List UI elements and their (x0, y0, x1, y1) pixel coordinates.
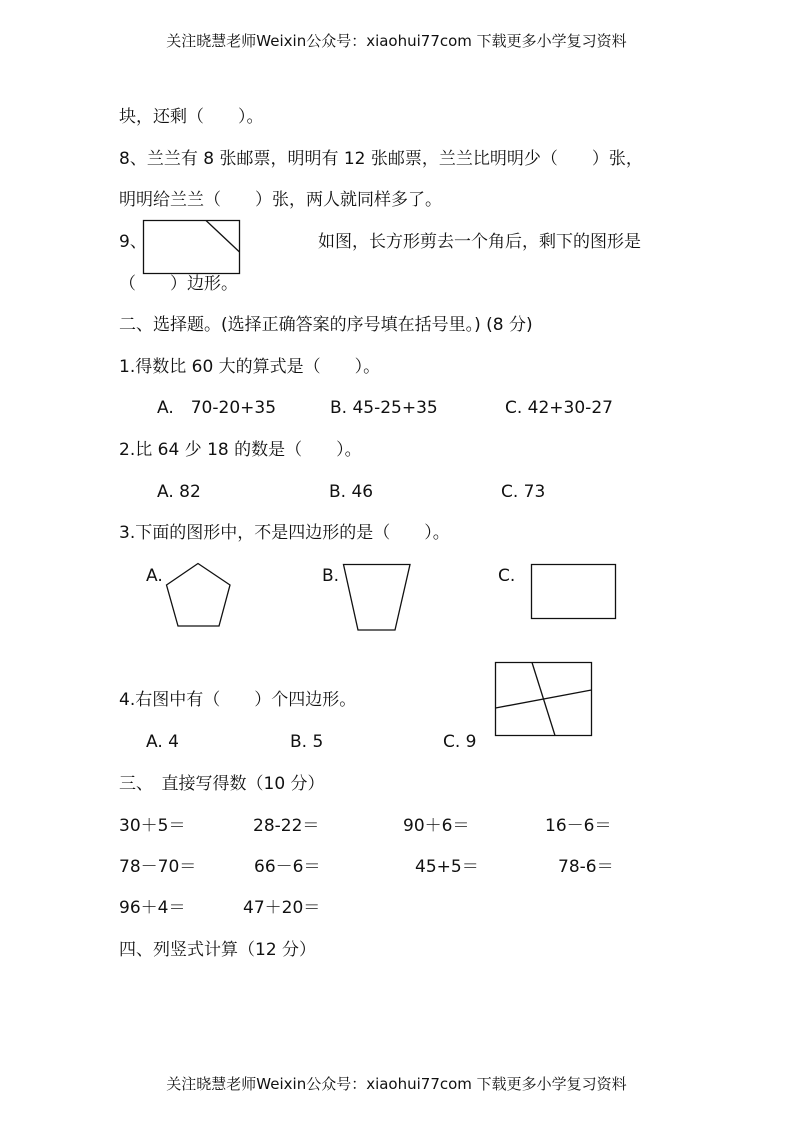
choice-2-stem: 2.比 64 少 18 的数是（ ）。 (119, 440, 362, 460)
section-3-title: 三、 直接写得数（10 分） (119, 774, 325, 794)
calc-item: 96＋4＝ (119, 898, 186, 918)
choice-1-option-c: C. 42+30-27 (505, 398, 613, 418)
question-7-end: 块，还剩（ ）。 (119, 107, 264, 127)
rectangle-cut-figure (143, 220, 240, 274)
choice-4-stem: 4.右图中有（ ）个四边形。 (119, 690, 357, 710)
trapezoid-shape (343, 564, 411, 631)
question-9-end: （ ）边形。 (119, 274, 238, 294)
calc-item: 78－70＝ (119, 857, 197, 877)
choice-1-option-b: B. 45-25+35 (330, 398, 438, 418)
calc-item: 16－6＝ (545, 816, 612, 836)
calc-item: 90＋6＝ (403, 816, 470, 836)
calc-item: 78-6＝ (558, 857, 614, 877)
choice-3-option-b: B. (322, 566, 340, 586)
choice-2-option-b: B. 46 (329, 482, 374, 502)
choice-4-option-c: C. 9 (443, 732, 477, 752)
choice-4-option-a: A. 4 (146, 732, 179, 752)
choice-3-option-a: A. (146, 566, 163, 586)
calc-item: 30＋5＝ (119, 816, 186, 836)
section-4-title: 四、列竖式计算（12 分） (119, 940, 317, 960)
question-8-line-1: 8、兰兰有 8 张邮票，明明有 12 张邮票，兰兰比明明少（ ）张， (119, 149, 643, 169)
question-9-number: 9、 (119, 232, 147, 252)
page-footer: 关注晓慧老师Weixin公众号：xiaohui77com 下载更多小学复习资料 (166, 1075, 627, 1093)
choice-3-stem: 3.下面的图形中，不是四边形的是（ ）。 (119, 523, 450, 543)
question-8-line-2: 明明给兰兰（ ）张，两人就同样多了。 (119, 190, 442, 210)
calc-item: 45+5＝ (415, 857, 479, 877)
divided-rectangle-figure (495, 662, 592, 736)
calc-item: 28-22＝ (253, 816, 320, 836)
question-9-text: 如图，长方形剪去一个角后，剩下的图形是 (318, 232, 641, 252)
choice-2-option-c: C. 73 (501, 482, 546, 502)
choice-1-option-a: A. 70-20+35 (157, 398, 277, 418)
calc-item: 47＋20＝ (243, 898, 321, 918)
choice-2-option-a: A. 82 (157, 482, 201, 502)
section-2-title: 二、选择题。(选择正确答案的序号填在括号里。) (8 分) (119, 315, 533, 335)
pentagon-shape (166, 563, 231, 627)
page-header: 关注晓慧老师Weixin公众号：xiaohui77com 下载更多小学复习资料 (166, 32, 627, 50)
choice-3-option-c: C. (498, 566, 516, 586)
rectangle-shape (531, 564, 616, 619)
calc-item: 66－6＝ (254, 857, 321, 877)
choice-1-stem: 1.得数比 60 大的算式是（ ）。 (119, 357, 381, 377)
choice-4-option-b: B. 5 (290, 732, 324, 752)
